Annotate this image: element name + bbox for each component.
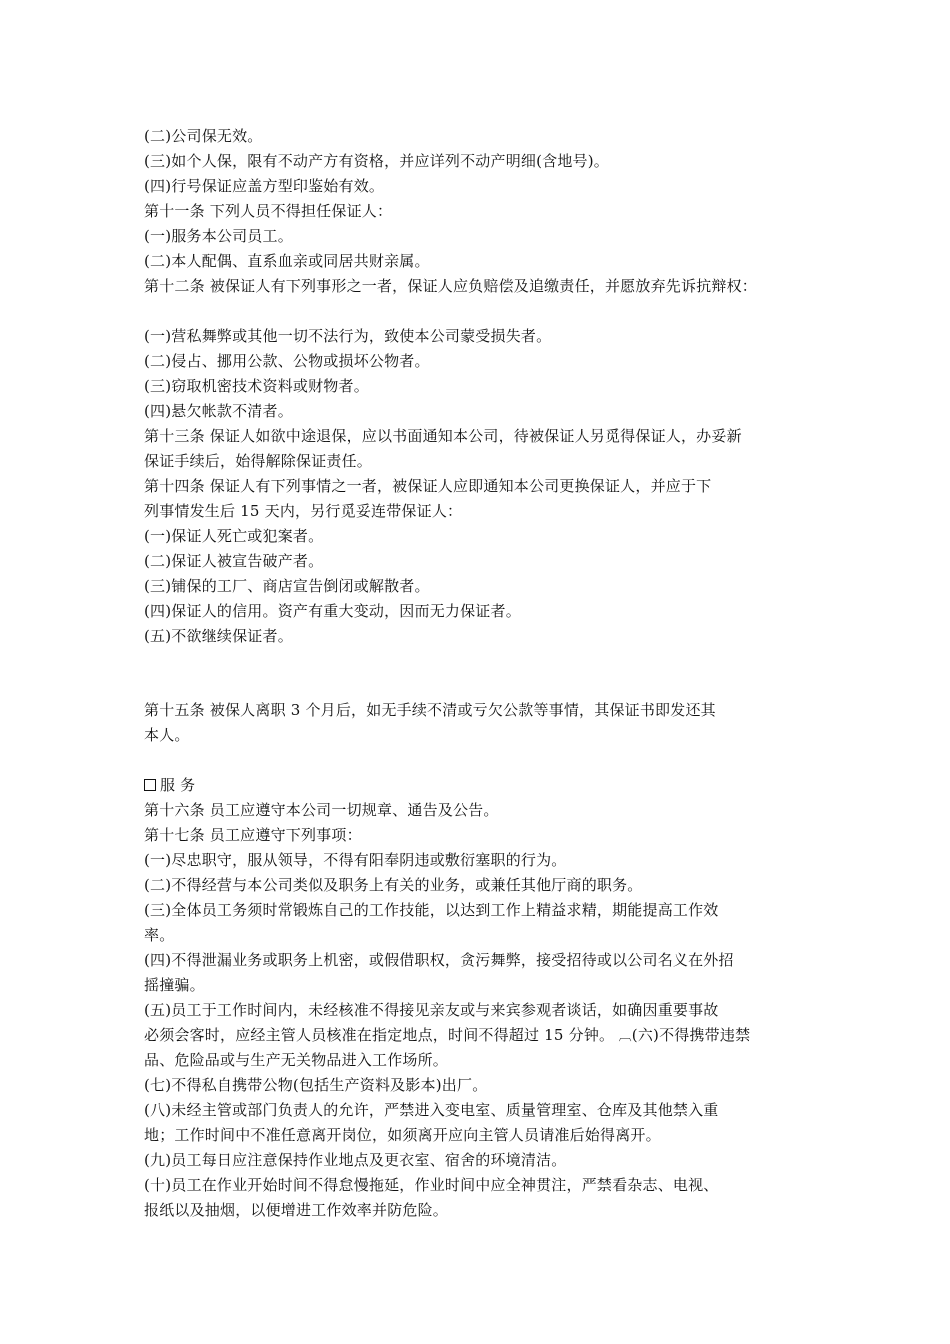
text-line: 列事情发生后 15 天内，另行觅妥连带保证人：: [144, 502, 463, 520]
text-line: (五)不欲继续保证者。: [144, 627, 293, 645]
article-heading: 第十一条 下列人员不得担任保证人：: [144, 202, 393, 220]
text-line: (二)保证人被宣告破产者。: [144, 552, 324, 570]
text-line: (二)侵占、挪用公款、公物或损坏公物者。: [144, 352, 430, 370]
text-line: (七)不得私自携带公物(包括生产资料及影本)出厂。: [144, 1076, 488, 1094]
text-line: 报纸以及抽烟，以便增进工作效率并防危险。: [144, 1201, 449, 1219]
text-line: (八)未经主管或部门负责人的允许，严禁进入变电室、质量管理室、仓库及其他禁入重: [144, 1101, 719, 1119]
bracket-mark-icon: ︹: [614, 1029, 632, 1044]
text-line: (三)如个人保，限有不动产方有资格，并应详列不动产明细(含地号)。: [144, 152, 610, 170]
text-line: [144, 1023, 750, 1048]
article-heading: 第十七条 员工应遵守下列事项：: [144, 826, 362, 844]
text-line: (十)员工在作业开始时间不得怠慢拖延，作业时间中应全神贯注，严禁看杂志、电视、: [144, 1176, 719, 1194]
article-heading: 第十四条 保证人有下列事情之一者，被保证人应即通知本公司更换保证人，并应于下: [144, 477, 712, 495]
article-heading: 第十三条 保证人如欲中途退保，应以书面通知本公司，待被保证人另觅得保证人，办妥新: [144, 427, 742, 445]
text-line: (一)营私舞弊或其他一切不法行为，致使本公司蒙受损失者。: [144, 327, 552, 345]
text-segment: 必须会客时，应经主管人员核准在指定地点，时间不得超过 15 分钟。: [144, 1026, 615, 1044]
text-segment: (六)不得携带违禁: [631, 1026, 751, 1044]
article-heading: 第十五条 被保人离职 3 个月后，如无手续不清或亏欠公款等事情，其保证书即发还其: [144, 701, 716, 719]
text-line: (三)全体员工务须时常锻炼自己的工作技能，以达到工作上精益求精，期能提高工作效: [144, 901, 719, 919]
text-line: 本人。: [144, 726, 190, 744]
text-line: 率。: [144, 926, 175, 944]
text-line: (一)保证人死亡或犯案者。: [144, 527, 324, 545]
article-heading: 第十六条 员工应遵守本公司一切规章、通告及公告。: [144, 801, 499, 819]
section-title: 服 务: [160, 776, 196, 794]
text-line: 保证手续后，始得解除保证责任。: [144, 452, 373, 470]
text-line: (一)服务本公司员工。: [144, 227, 293, 245]
section-heading: [144, 773, 195, 798]
text-line: (二)本人配偶、直系血亲或同居共财亲属。: [144, 252, 430, 270]
text-line: (五)员工于工作时间内，未经核准不得接见亲友或与来宾参观者谈话，如确因重要事故: [144, 1001, 719, 1019]
text-line: (九)员工每日应注意保持作业地点及更衣室、宿舍的环境清洁。: [144, 1151, 567, 1169]
text-line: (四)行号保证应盖方型印鉴始有效。: [144, 177, 385, 195]
text-line: (一)尽忠职守，服从领导，不得有阳奉阴违或敷衍塞职的行为。: [144, 851, 567, 869]
checkbox-square-icon: [144, 779, 156, 791]
article-heading: 第十二条 被保证人有下列事形之一者，保证人应负赔偿及追缴责任，并愿放弃先诉抗辩权：: [144, 277, 757, 295]
text-line: (二)不得经营与本公司类似及职务上有关的业务，或兼任其他厅商的职务。: [144, 876, 643, 894]
text-line: 地；工作时间中不准任意离开岗位，如须离开应向主管人员请准后始得离开。: [144, 1126, 661, 1144]
text-line: (四)悬欠帐款不清者。: [144, 402, 293, 420]
text-line: 摇撞骗。: [144, 976, 205, 994]
text-line: 品、危险品或与生产无关物品进入工作场所。: [144, 1051, 449, 1069]
text-line: (二)公司保无效。: [144, 127, 263, 145]
text-line: (四)保证人的信用。资产有重大变动，因而无力保证者。: [144, 602, 521, 620]
text-line: (四)不得泄漏业务或职务上机密，或假借职权，贪污舞弊，接受招待或以公司名义在外招: [144, 951, 734, 969]
text-line: (三)窃取机密技术资料或财物者。: [144, 377, 369, 395]
text-line: (三)铺保的工厂、商店宣告倒闭或解散者。: [144, 577, 430, 595]
